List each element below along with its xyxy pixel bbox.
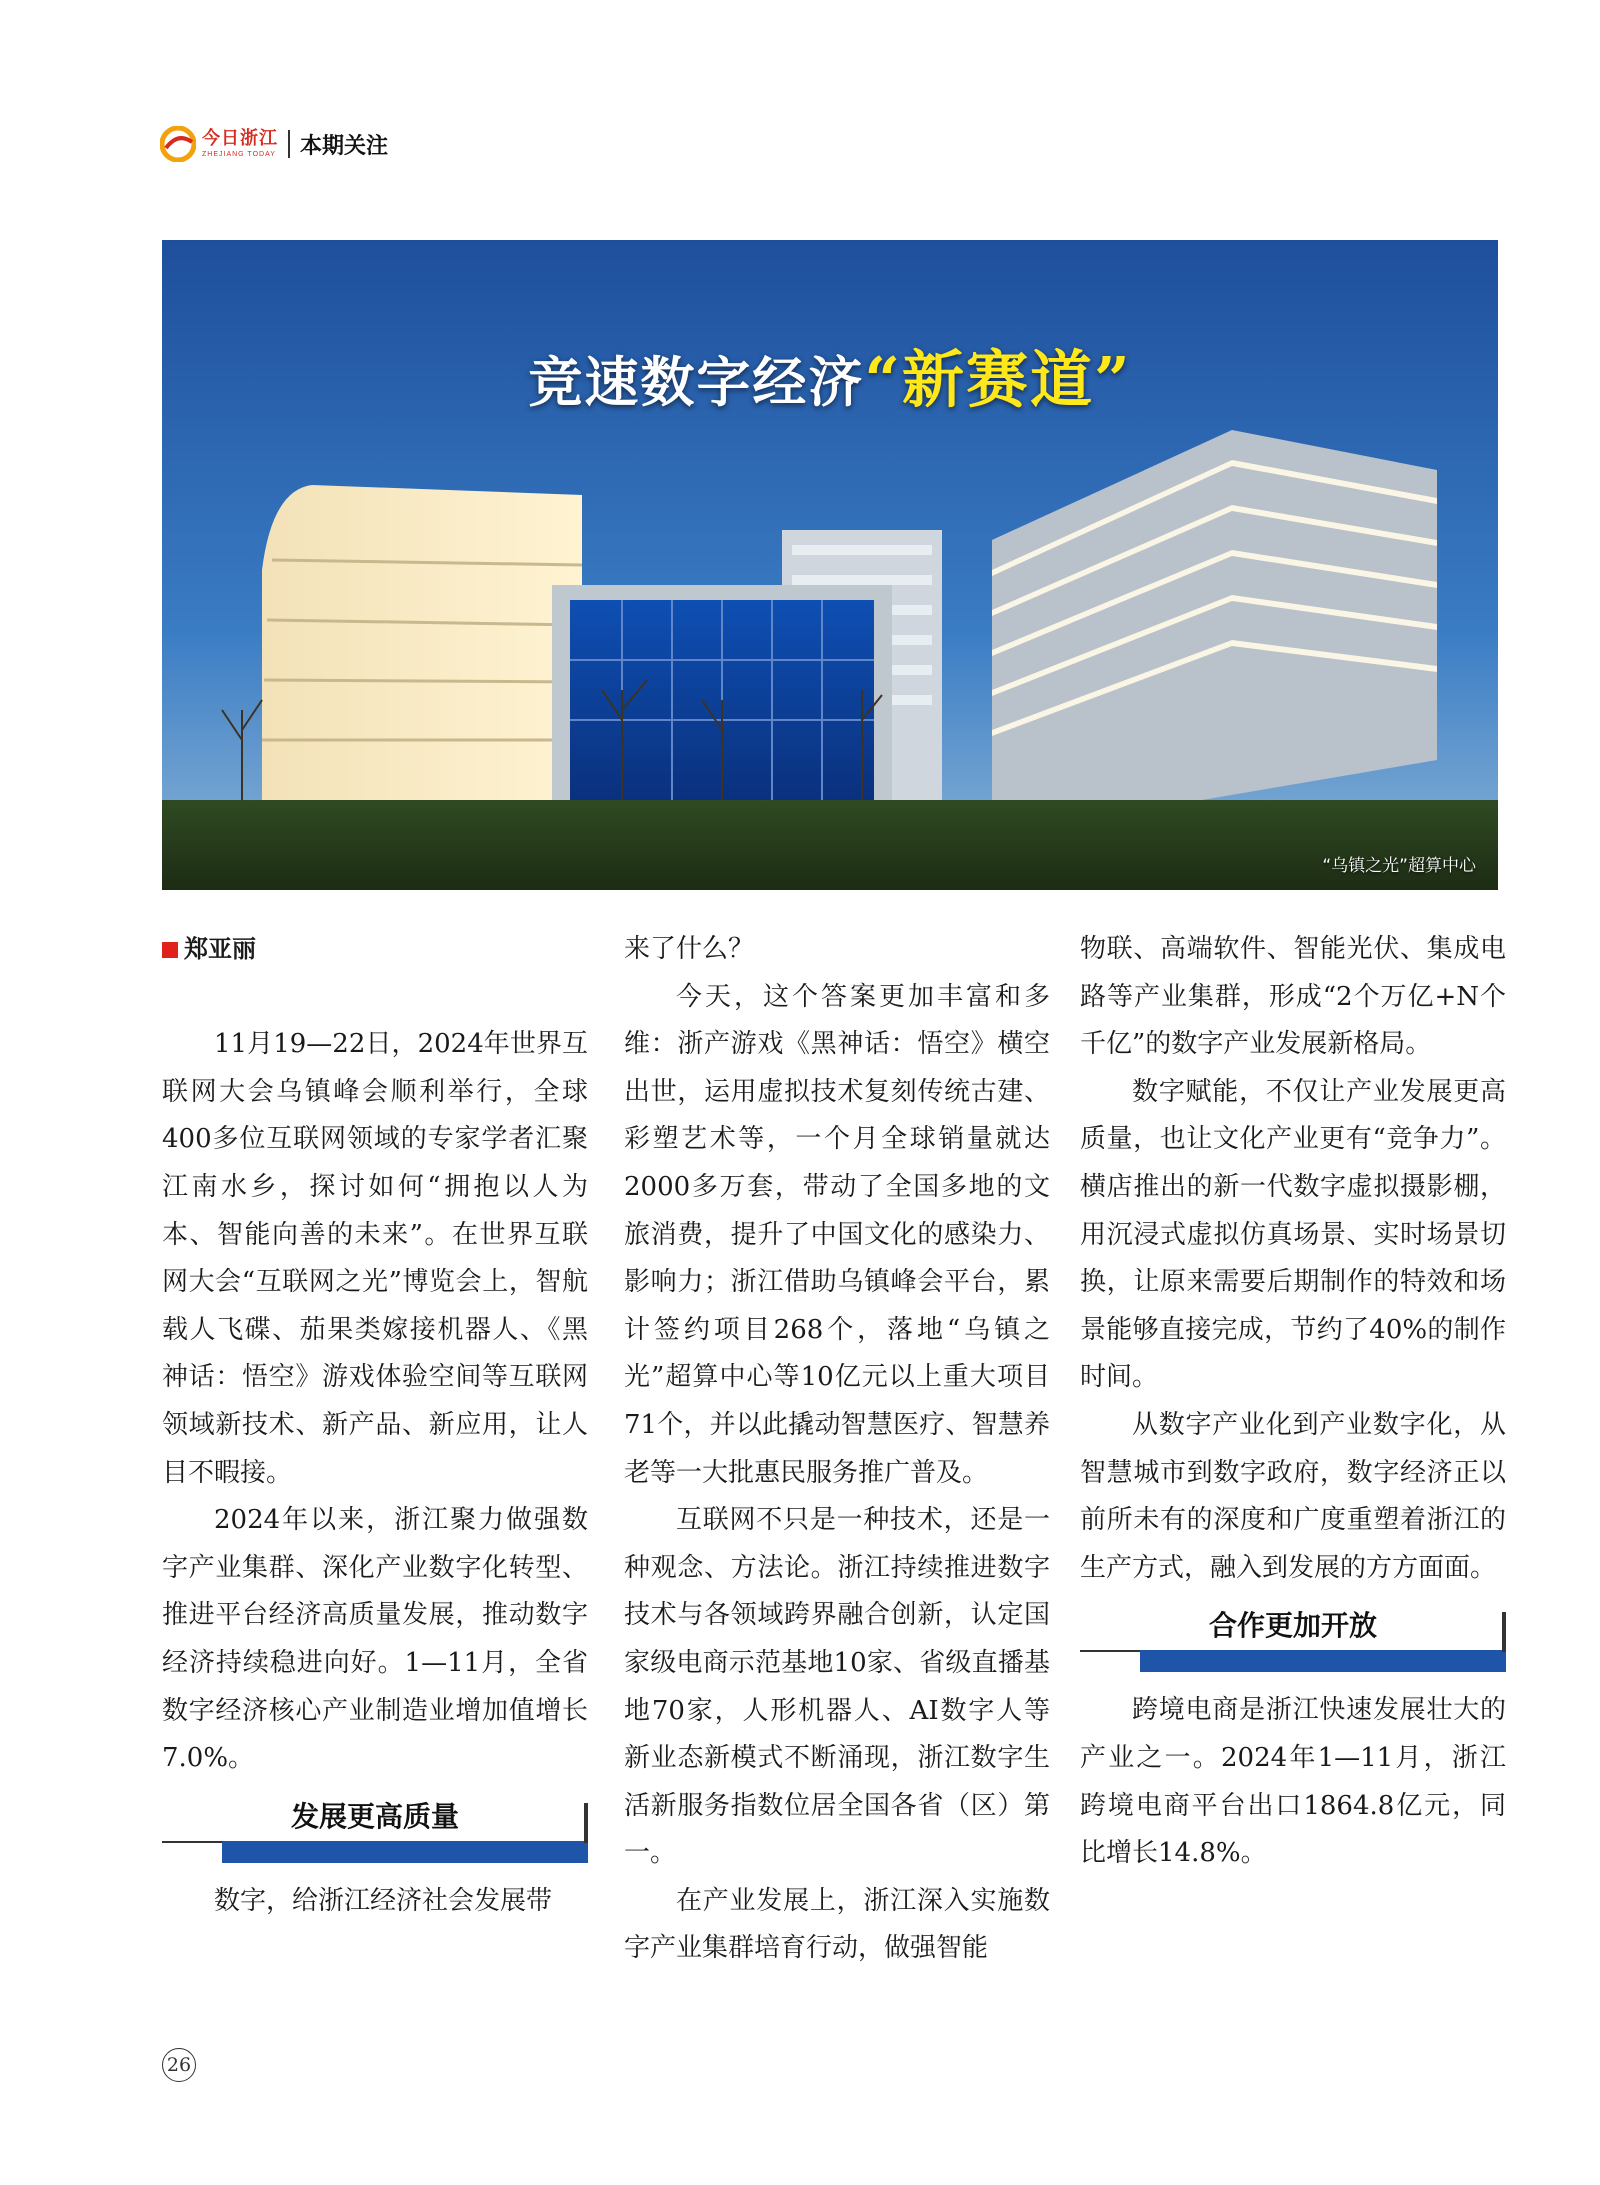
logo-text-cn: 今日浙江 xyxy=(202,128,278,149)
article-column-3 xyxy=(1080,926,1506,1878)
hero-title-highlight: “新赛道” xyxy=(864,343,1132,416)
paragraph: 2024年以来，浙江聚力做强数字产业集群、深化产业数字化转型、推进平台经济高质量发展，推动数字经济持续稳进向好。1—11月，全省数字经济核心产业制造业增加值增长7.0%。 xyxy=(162,1505,588,1774)
hero-title xyxy=(162,330,1498,419)
header-divider xyxy=(288,130,290,158)
author-line xyxy=(162,926,588,974)
paragraph: 跨境电商是浙江快速发展壮大的产业之一。2024年1—11月，浙江跨境电商平台出口1864.8亿元，同比增长14.8%。 xyxy=(1080,1695,1506,1869)
paragraph: 从数字产业化到产业数字化，从智慧城市到数字政府，数字经济正以前所未有的深度和广度重塑着浙江的生产方式，融入到发展的方方面面。 xyxy=(1080,1409,1506,1583)
paragraph: 互联网不只是一种技术，还是一种观念、方法论。浙江持续推进数字技术与各领域跨界融合创新，认定国家级电商示范基地10家、省级直播基地70家，人形机器人、AI数字人等新业态新模式不断涌现，浙江数字生活新服务指数位居全国各省（区）第一。 xyxy=(624,1505,1050,1869)
section-label: 本期关注 xyxy=(300,133,389,159)
paragraph: 数字，给浙江经济社会发展带 xyxy=(214,1885,553,1916)
paragraph: 物联、高端软件、智能光伏、集成电路等产业集群，形成“2个万亿+N个千亿”的数字产业发展新格局。 xyxy=(1080,934,1506,1060)
hero-photo xyxy=(162,240,1498,890)
section-heading xyxy=(162,1783,588,1878)
article-column-1 xyxy=(162,926,588,1925)
section-heading xyxy=(1080,1592,1506,1687)
paragraph: 数字赋能，不仅让产业发展更高质量，也让文化产业更有“竞争力”。横店推出的新一代数字虚拟摄影棚，用沉浸式虚拟仿真场景、实时场景切换，让原来需要后期制作的特效和场景能够直接完成，节约了40%的制作时间。 xyxy=(1080,1076,1506,1393)
section-title: 发展更高质量 xyxy=(290,1799,459,1833)
heading-bar xyxy=(222,1841,588,1863)
article-column-2 xyxy=(624,926,1050,1973)
spacer xyxy=(162,974,588,1022)
paragraph: 今天，这个答案更加丰富和多维：浙产游戏《黑神话：悟空》横空出世，运用虚拟技术复刻传统古建、彩塑艺术等，一个月全球销量就达2000多万套，带动了全国多地的文旅消费，提升了中国文化的感染力、影响力；浙江借助乌镇峰会平台，累计签约项目268个，落地“乌镇之光”超算中心等10亿元以上重大项目71个，并以此撬动智慧医疗、智慧养老等一大批惠民服务推广普及。 xyxy=(624,981,1050,1488)
page-number: 26 xyxy=(162,2048,196,2082)
section-title: 合作更加开放 xyxy=(1208,1609,1377,1643)
heading-bar xyxy=(1140,1650,1506,1672)
paragraph: 11月19—22日，2024年世界互联网大会乌镇峰会顺利举行，全球400多位互联网领域的专家学者汇聚江南水乡，探讨如何“拥抱以人为本、智能向善的未来”。在世界互联网大会“互联网之光”博览会上，智航载人飞碟、茄果类嫁接机器人、《黑神话：悟空》游戏体验空间等互联网领域新技术、新产品、新应用，让人目不暇接。 xyxy=(162,1029,588,1488)
author-marker-icon xyxy=(162,942,178,958)
paragraph: 来了什么？ xyxy=(624,934,755,964)
logo-text-en: ZHEJIANG TODAY xyxy=(202,151,276,158)
sun-logo-icon xyxy=(160,126,196,162)
hero-title-main: 竞速数字经济 xyxy=(528,350,865,414)
paragraph: 在产业发展上，浙江深入实施数字产业集群培育行动，做强智能 xyxy=(624,1885,1050,1964)
logo xyxy=(202,130,278,158)
page-header xyxy=(160,124,388,164)
photo-caption: “乌镇之光”超算中心 xyxy=(1322,856,1476,876)
author-name: 郑亚丽 xyxy=(184,935,256,963)
